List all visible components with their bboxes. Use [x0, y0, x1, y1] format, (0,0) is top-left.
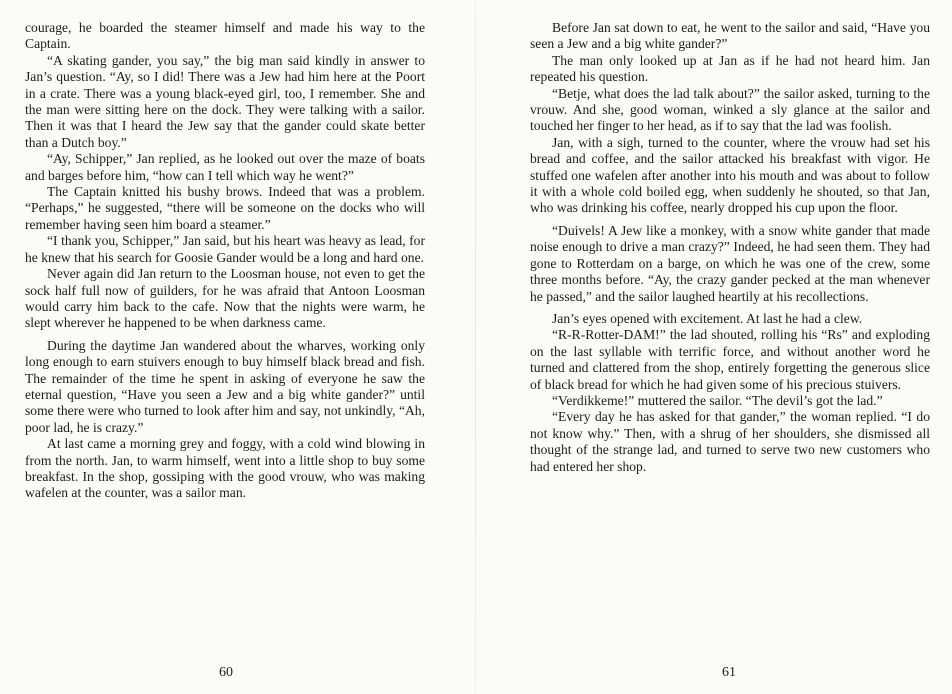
paragraph: “Every day he has asked for that gander,” the woman replied. “I do not know why.” Then, with a shrug of her shoulders, she dismissed all thought of the strange lad, and turned to serve two new customers who had entered her shop.: [530, 409, 930, 474]
paragraph: courage, he boarded the steamer himself and made his way to the Captain.: [25, 20, 425, 52]
paragraph: During the daytime Jan wandered about the wharves, working only long enough to earn stuivers enough to buy himself black bread and fish. The remainder of the time he spent in asking of everyone he saw the eternal question, “Have you seen a Jew and a big white gander?” until some there were who turned to look after him and say, not unkindly, “Ah, poor lad, he is crazy.”: [25, 337, 425, 435]
paragraph: “R-R-Rotter-DAM!” the lad shouted, rolling his “Rs” and exploding on the last syllable with terrific force, and without another word he turned and clattered from the shop, entirely forgetting the generous slice of black bread for which he had given some of his precious stuivers.: [530, 327, 930, 392]
page-number: 61: [722, 665, 736, 680]
paragraph: The Captain knitted his bushy brows. Indeed that was a problem. “Perhaps,” he suggested, “there will be someone on the docks who will remember having seen him board a steamer.”: [25, 184, 425, 232]
right-page: [530, 20, 930, 475]
paragraph: Before Jan sat down to eat, he went to the sailor and said, “Have you seen a Jew and a big white gander?”: [530, 20, 930, 52]
paragraph: Never again did Jan return to the Loosman house, not even to get the sock half full now of guilders, for he was afraid that Antoon Loosman would carry him back to the cafe. Now that the nights were warm, he slept wherever he happened to be when darkness came.: [25, 266, 425, 331]
paragraph: Jan’s eyes opened with excitement. At last he had a clew.: [552, 310, 863, 326]
paragraph: At last came a morning grey and foggy, with a cold wind blowing in from the north. Jan, to warm himself, went into a little shop to buy some breakfast. In the shop, gossiping with the good vrouw, who was making wafelen at the counter, was a sailor man.: [25, 436, 425, 501]
paragraph: “Duivels! A Jew like a monkey, with a snow white gander that made noise enough to drive a man crazy?” Indeed, he had seen them. They had gone to Rotterdam on a barge, on which he was one of the crew, some three months before. “Ay, the crazy gander pecked at the man whenever he passed,” and the sailor laughed heartily at his recollections.: [530, 222, 930, 304]
paragraph: “A skating gander, you say,” the big man said kindly in answer to Jan’s question. “Ay, so I did! There was a Jew had him here at the Poort in a crate. There was a young black-eyed girl, too, I remember. She and the man were sitting here on the dock. They were talking with a sailor. Then it was that I heard the Jew say that the gander could skate better than a Dutch boy.”: [25, 52, 425, 150]
paragraph: Jan, with a sigh, turned to the counter, where the vrouw had set his bread and coffee, and the sailor attacked his breakfast with vigor. He stuffed one wafelen after another into his mouth and was about to follow it with a whole cold boiled egg, when suddenly he shouted, so that Jan, who was drinking his coffee, nearly dropped his cup upon the floor.: [530, 134, 930, 216]
left-page: [25, 20, 425, 502]
book-gutter: [475, 0, 476, 694]
paragraph: “Ay, Schipper,” Jan replied, as he looked out over the maze of boats and barges before him, “how can I tell which way he went?”: [25, 151, 425, 183]
page-number: 60: [219, 665, 233, 680]
paragraph: The man only looked up at Jan as if he had not heard him. Jan repeated his question.: [530, 52, 930, 85]
paragraph: “Betje, what does the lad talk about?” the sailor asked, turning to the vrouw. And she, good woman, winked a sly glance at the sailor and touched her finger to her head, as if to say that the lad was foolish.: [530, 85, 930, 134]
paragraph: “Verdikkeme!” muttered the sailor. “The devil’s got the lad.”: [552, 392, 883, 408]
paragraph: “I thank you, Schipper,” Jan said, but his heart was heavy as lead, for he knew that his search for Goosie Gander would be a long and hard one.: [25, 233, 425, 265]
